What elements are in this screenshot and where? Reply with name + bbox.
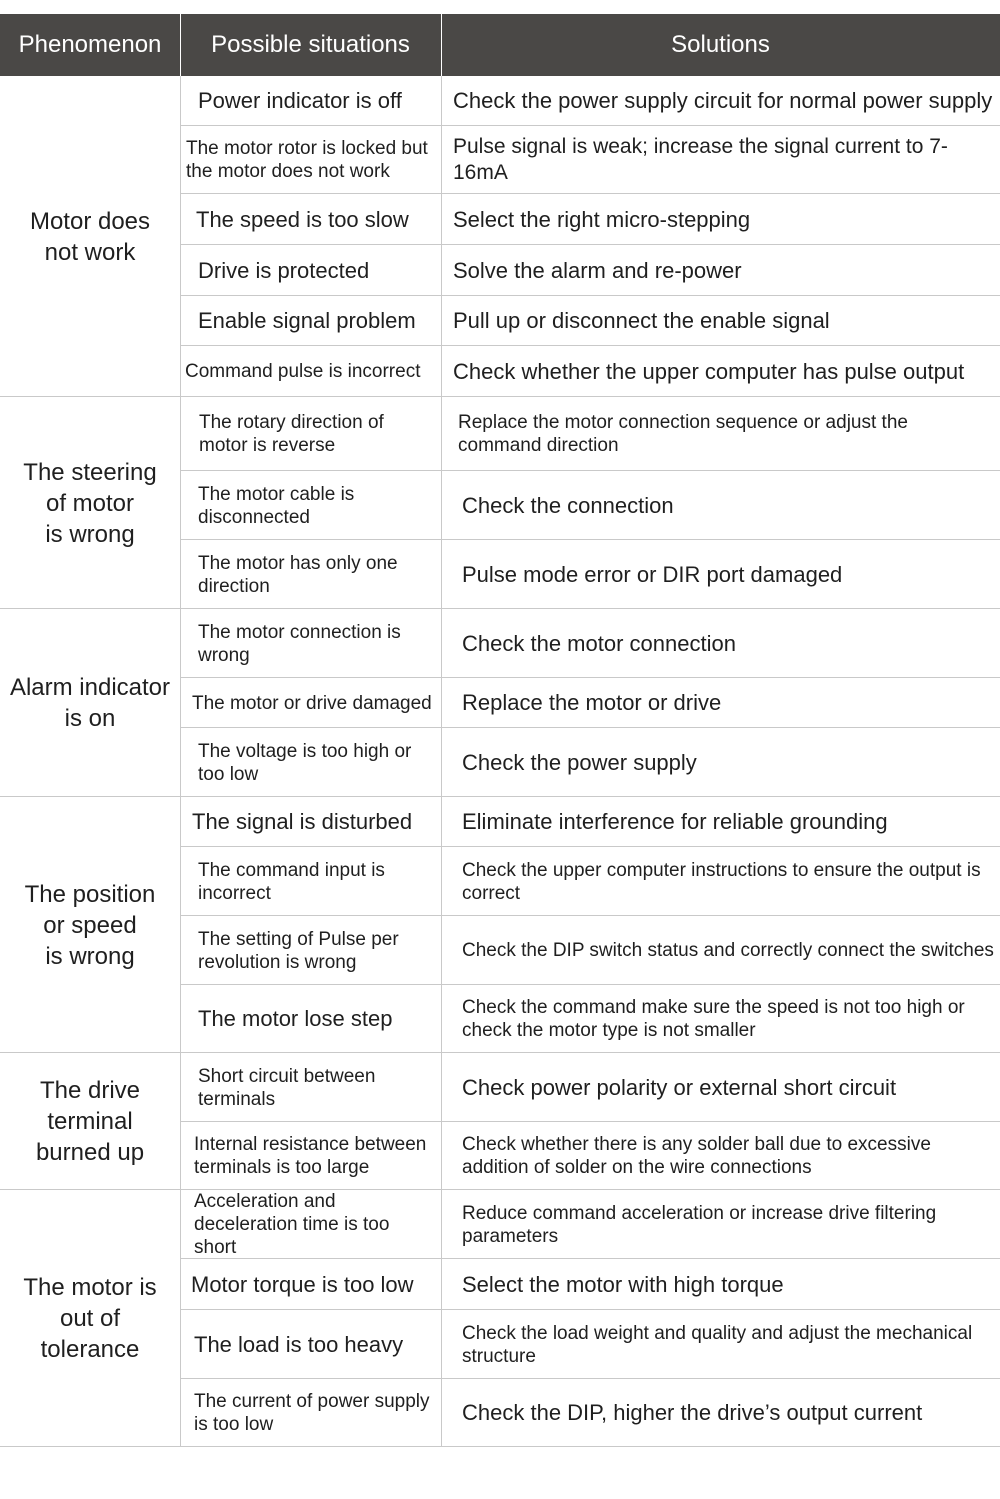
solution-cell: Replace the motor connection sequence or adjust the command direction: [458, 412, 908, 456]
solution-cell: Select the right micro-stepping: [453, 206, 751, 232]
phenomenon-text: tolerance: [40, 1336, 140, 1363]
solution-cell: Check the DIP switch status and correctly connect the switches: [462, 940, 994, 961]
phenomenon-label: [30, 206, 150, 268]
header-solutions: Solutions: [441, 14, 1000, 76]
situation-cell: Enable signal problem: [198, 308, 416, 333]
situation-cell: The speed is too slow: [196, 206, 409, 232]
situation-cell: The signal is disturbed: [192, 809, 413, 834]
situation-cell: The rotary direction of motor is reverse: [199, 412, 384, 456]
solution-cell: Check the power supply: [462, 749, 697, 775]
solution-cell: Check whether there is any solder ball due to excessive addition of solder on the wire connections: [462, 1134, 931, 1178]
phenomenon-text: burned up: [35, 1139, 145, 1166]
solution-cell: Check the load weight and quality and adjust the mechanical structure: [462, 1322, 973, 1367]
phenomenon-text: or speed: [43, 911, 137, 939]
phenomenon-cell: [0, 1053, 180, 1190]
phenomenon-text: is wrong: [45, 520, 135, 548]
phenomenon-label: [36, 1075, 144, 1168]
phenomenon-text: not work: [44, 238, 136, 266]
situation-cell: The command input is incorrect: [198, 859, 385, 904]
phenomenon-text: Motor does: [29, 207, 151, 235]
phenomenon-text: Alarm indicator: [9, 674, 171, 701]
situation-cell: Internal resistance between terminals is too large: [194, 1134, 427, 1178]
solution-cell: Check the connection: [462, 492, 674, 518]
solution-cell: Check the motor connection: [462, 630, 736, 656]
situation-cell: The load is too heavy: [194, 1331, 404, 1357]
solution-cell: Pull up or disconnect the enable signal: [453, 308, 830, 333]
situation-cell: Acceleration and deceleration time is too short: [194, 1191, 390, 1258]
phenomenon-text: terminal: [47, 1108, 133, 1135]
phenomenon-label: [23, 457, 156, 550]
situation-cell: Short circuit between terminals: [198, 1065, 376, 1110]
solution-cell: Solve the alarm and re-power: [453, 257, 742, 283]
solution-cell: Replace the motor or drive: [462, 690, 722, 715]
situation-cell: The motor connection is wrong: [198, 621, 401, 666]
solution-cell: Pulse signal is weak; increase the signal current to 7-16mA: [453, 135, 948, 184]
solution-cell: Select the motor with high torque: [462, 1271, 784, 1297]
situation-cell: The motor has only one direction: [198, 552, 398, 597]
situation-cell: The motor rotor is locked but the motor does not work: [186, 138, 428, 182]
solution-cell: Check the DIP, higher the drive’s output current: [462, 1400, 923, 1425]
situation-cell: Command pulse is incorrect: [185, 361, 421, 382]
situation-cell: The voltage is too high or too low: [198, 740, 412, 785]
solution-cell: Check whether the upper computer has pulse output: [453, 358, 965, 384]
phenomenon-cell: [0, 609, 180, 797]
header-phenomenon: Phenomenon: [0, 14, 180, 76]
header-possible-situations: Possible situations: [180, 14, 441, 76]
phenomenon-cell: [0, 797, 180, 1053]
phenomenon-cell: [0, 76, 180, 397]
situation-cell: The motor or drive damaged: [192, 692, 432, 714]
phenomenon-cell: [0, 397, 180, 609]
phenomenon-text: out of: [59, 1305, 121, 1332]
phenomenon-text: of motor: [45, 489, 135, 517]
situation-cell: The current of power supply is too low: [194, 1391, 430, 1435]
phenomenon-label: [25, 879, 156, 972]
solution-cell: Check power polarity or external short circuit: [462, 1074, 897, 1100]
solution-cell: Check the power supply circuit for normal power supply: [453, 88, 993, 113]
situation-cell: The motor lose step: [198, 1006, 393, 1031]
situation-cell: The setting of Pulse per revolution is wrong: [198, 928, 399, 973]
situation-cell: The motor cable is disconnected: [198, 483, 355, 528]
situation-cell: Drive is protected: [198, 257, 370, 283]
solution-cell: Check the upper computer instructions to ensure the output is correct: [462, 859, 981, 904]
phenomenon-label: [23, 1272, 156, 1365]
situation-cell: Power indicator is off: [198, 88, 402, 113]
solution-cell: Check the command make sure the speed is not too high or check the motor type is not smaller: [462, 997, 965, 1041]
phenomenon-text: The motor is: [23, 1274, 157, 1301]
phenomenon-text: is on: [64, 705, 116, 732]
situation-cell: Motor torque is too low: [191, 1271, 414, 1297]
phenomenon-text: The steering: [23, 458, 157, 486]
solution-cell: Eliminate interference for reliable grounding: [462, 809, 888, 834]
phenomenon-text: is wrong: [45, 942, 135, 970]
phenomenon-label: [10, 672, 170, 734]
solution-cell: Reduce command acceleration or increase drive filtering parameters: [462, 1202, 937, 1247]
phenomenon-text: The position: [24, 880, 156, 908]
phenomenon-cell: [0, 1190, 180, 1447]
phenomenon-text: The drive: [39, 1077, 141, 1104]
solution-cell: Pulse mode error or DIR port damaged: [462, 561, 843, 587]
